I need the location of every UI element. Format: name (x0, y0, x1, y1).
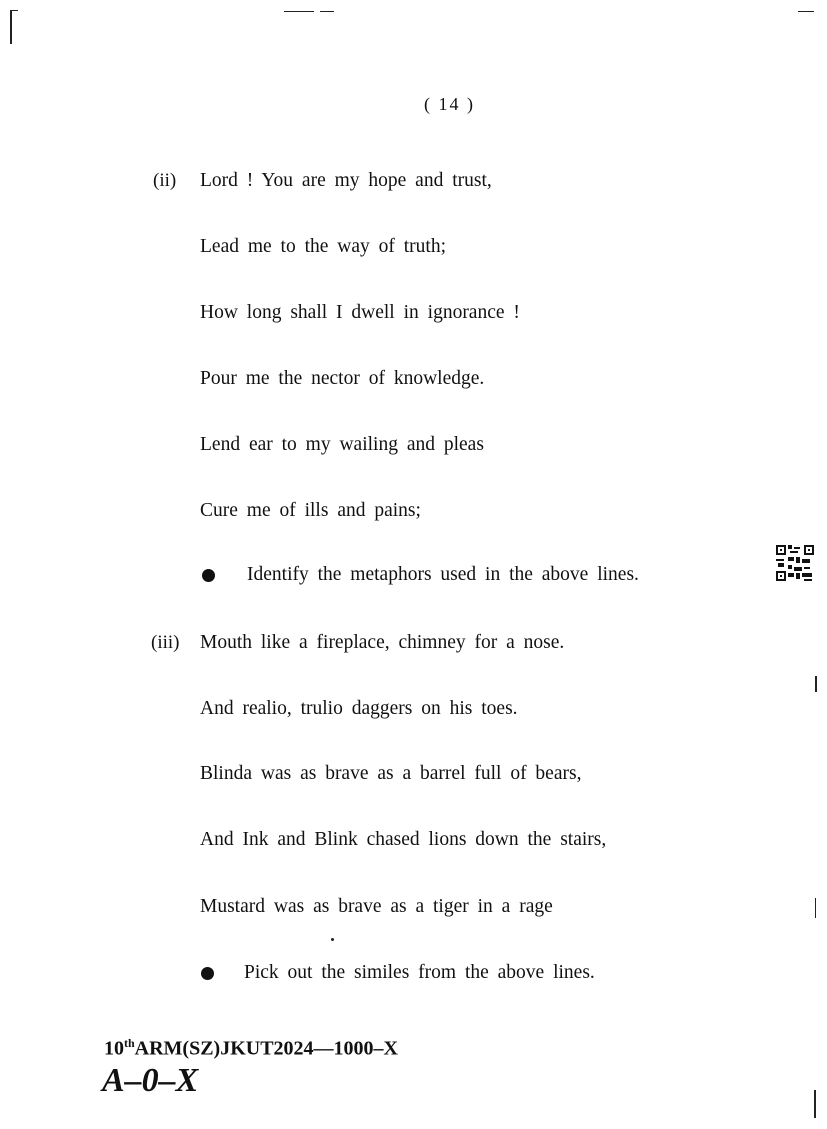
poem-line: And Ink and Blink chased lions down the stairs, (200, 829, 607, 850)
scan-edge-mark (10, 10, 12, 44)
poem-line: Lend ear to my wailing and pleas (200, 434, 484, 455)
poem-line: Mouth like a fireplace, chimney for a nose. (200, 632, 565, 653)
poem-line: Pour me the nector of knowledge. (200, 368, 485, 389)
scan-edge-mark (284, 11, 314, 12)
bullet-icon (201, 967, 214, 980)
poem-line: Mustard was as brave as a tiger in a rage (200, 896, 553, 917)
poem-line: Lord ! You are my hope and trust, (200, 170, 492, 191)
qr-code-icon (776, 545, 814, 581)
scan-edge-mark (798, 11, 814, 12)
question-task: Pick out the similes from the above lines. (244, 962, 595, 983)
poem-line: How long shall I dwell in ignorance ! (200, 302, 520, 323)
question-task: Identify the metaphors used in the above lines. (247, 564, 639, 585)
set-code: A–0–X (102, 1062, 199, 1099)
scan-edge-mark (320, 11, 334, 12)
paper-code: 10thARM(SZ)JKUT2024—1000–X (104, 1036, 399, 1060)
scan-edge-mark (814, 1090, 816, 1118)
scan-edge-mark (12, 10, 18, 11)
scan-edge-mark (815, 898, 816, 918)
bullet-icon (202, 569, 215, 582)
poem-line: Blinda was as brave as a barrel full of bears, (200, 763, 582, 784)
poem-line: Lead me to the way of truth; (200, 236, 447, 257)
question-label-iii: (iii) (151, 632, 180, 653)
question-label-ii: (ii) (153, 170, 177, 191)
page-number: ( 14 ) (424, 94, 475, 114)
poem-line: Cure me of ills and pains; (200, 500, 421, 521)
poem-line: And realio, trulio daggers on his toes. (200, 698, 518, 719)
scan-edge-mark (815, 676, 817, 692)
scan-dot (331, 938, 334, 941)
